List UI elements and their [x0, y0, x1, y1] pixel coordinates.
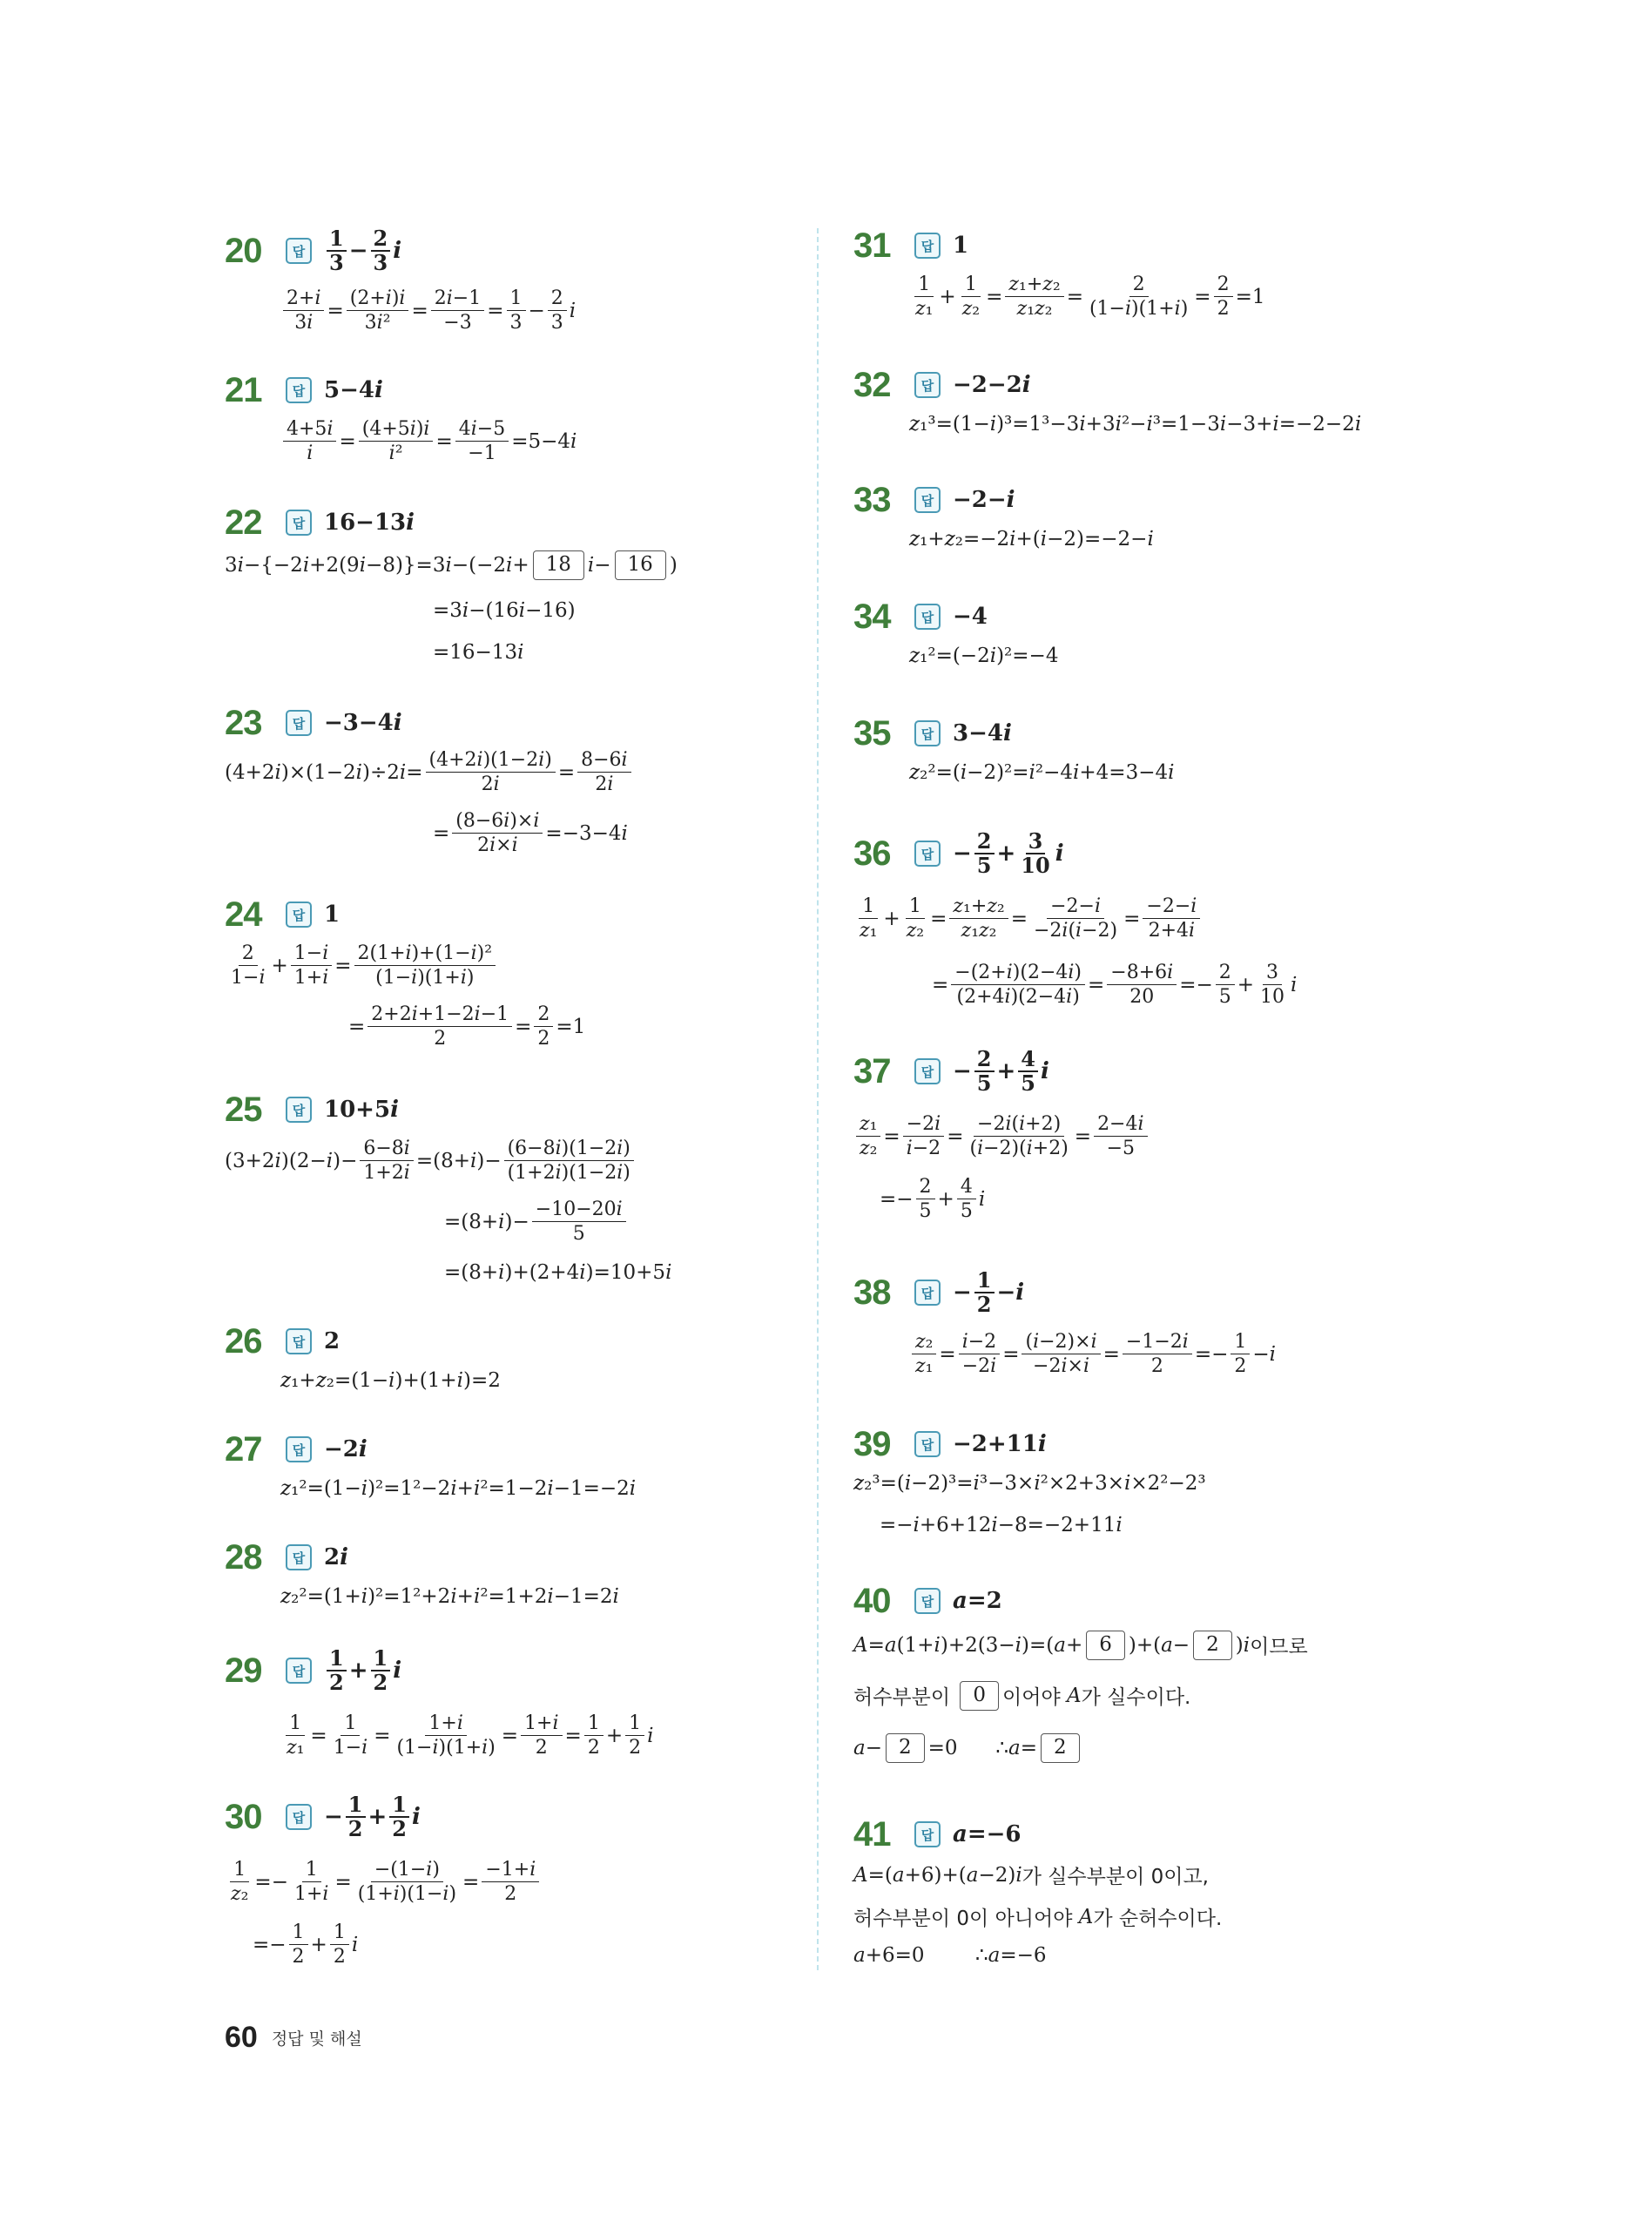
answer: 10+5 i — [324, 1097, 399, 1123]
problem-31 — [853, 221, 968, 270]
problem-number: 21 — [225, 370, 262, 409]
blank-box: 2 — [1193, 1631, 1232, 1660]
blank-box: 2 — [886, 1733, 925, 1763]
solution-line: =16−13 i — [433, 641, 524, 664]
solution-line: $\frac{2}{1-i}$ + $\frac{1-i}{1+i}$ = $\frac{\text{2(1+i)+(1−i)²}}{(1-i)(1+i)}$ — [225, 942, 498, 989]
problem-number: 25 — [225, 1090, 262, 1129]
problem-39 — [853, 1420, 1047, 1469]
problem-number: 31 — [853, 226, 891, 265]
answer-badge: 답 — [286, 1804, 312, 1830]
problem-number: 27 — [225, 1429, 262, 1469]
blank-box: 16 — [615, 550, 666, 580]
answer: 2 i — [324, 1544, 348, 1570]
solution-line: $\frac{4+5i}{i}$ = $\frac{(4+5i)i}{\text{i²}}$ = $\frac{4i-5}{-1}$ =5−4 i — [280, 418, 577, 465]
problem-20 — [225, 226, 401, 275]
problem-36 — [853, 829, 1064, 878]
answer: − 1 2 − i — [953, 1266, 1025, 1317]
solution-line: =− i +6+12 i −8=−2+11 i — [880, 1514, 1123, 1536]
answer-badge: 답 — [914, 1280, 941, 1306]
answer-badge: 답 — [286, 1328, 312, 1354]
answer: −2−2 i — [953, 372, 1031, 398]
problem-number: 39 — [853, 1424, 891, 1463]
solution-line: = $\frac{2+2i+1-2i-1}{2}$ = $\frac{2}{2}$ =1 — [348, 1003, 586, 1050]
answer: 3−4 i — [953, 720, 1012, 746]
problem-25 — [225, 1085, 399, 1134]
solution-line: z ₁²=(−2 i )²=−4 — [909, 645, 1059, 667]
problem-35 — [853, 709, 1012, 758]
answer: − 2 5 + 3 10 i — [953, 827, 1064, 878]
solution-line: = $\frac{-(2+i)(2-4i)}{(2+4i)(2-4i)}$ = $\frac{-8+6i}{20}$ =− $\frac{2}{5}$ + $\frac{3}{10}$ i — [932, 962, 1298, 1009]
problem-37 — [853, 1047, 1049, 1096]
problem-number: 32 — [853, 365, 891, 404]
answer: 1 2 + 1 2 i — [324, 1647, 401, 1695]
problem-24 — [225, 890, 340, 939]
answer: −4 — [953, 604, 988, 630]
answer-badge: 답 — [914, 1431, 941, 1457]
answer-badge: 답 — [286, 1544, 312, 1570]
problem-28 — [225, 1533, 348, 1582]
text: 허수부분이 0이 아니어야 — [853, 1908, 1073, 1930]
problem-23 — [225, 699, 402, 747]
solution-line: A = a (1+ i )+2(3− i )=( a + 6 )+( a − 2 ) i 이므로 — [853, 1631, 1308, 1660]
problem-33 — [853, 476, 1015, 524]
solution-line: 허수부분이 0이 아니어야 A 가 순허수이다. — [853, 1902, 1222, 1931]
problem-number: 37 — [853, 1051, 891, 1091]
solution-line: $\frac{\text{z₂}}{\text{z₁}}$ = $\frac{i-2}{-2i}$ = $\frac{(i-2)\times i}{-2i\times i}$ = $\frac{-1-2i}{2}$ =− $\frac{1}{2}$ − i — [909, 1331, 1276, 1378]
answer: −3−4 i — [324, 710, 402, 736]
problem-number: 30 — [225, 1797, 262, 1836]
solution-line: $\frac{1}{\text{z₂}}$ =− $\frac{1}{1+i}$ = $\frac{-(1-i)}{(1+i)(1-i)}$ = $\frac{-1+i}{2}$ — [225, 1859, 542, 1906]
blank-box: 18 — [533, 550, 584, 580]
problem-number: 41 — [853, 1814, 891, 1854]
blank-box: 0 — [960, 1681, 999, 1711]
problem-32 — [853, 361, 1031, 409]
problem-22 — [225, 498, 415, 547]
solution-line: (3+2 i )(2− i )− $\frac{6-8i}{1+2i}$ =(8+ i )− $\frac{(6-8i)(1-2i)}{(1+2i)(1-2i)}$ — [225, 1138, 637, 1185]
answer-badge: 답 — [914, 604, 941, 630]
solution-line: z ₂²=(1+ i )²=1²+2 i + i ²=1+2 i −1=2 i — [280, 1585, 619, 1608]
solution-line: $\frac{2+i}{3i}$ = $\frac{(2+i)i}{\text{3i²}}$ = $\frac{2i-1}{-3}$ = $\frac{1}{3}$ − $\frac{2}{3}$ i — [280, 287, 576, 334]
problem-26 — [225, 1317, 340, 1366]
solution-line: z ₁+ z ₂=(1− i )+(1+ i )=2 — [280, 1369, 501, 1392]
problem-number: 24 — [225, 895, 262, 934]
answer: 1 3 − 2 3 i — [324, 227, 401, 275]
answer-badge: 답 — [286, 238, 312, 264]
text: 허수부분이 — [853, 1686, 951, 1710]
answer: a =2 — [953, 1588, 1002, 1614]
column-divider — [817, 228, 819, 1970]
problem-number: 29 — [225, 1651, 262, 1690]
solution-line: $\frac{1}{\text{z₁}}$ = $\frac{1}{1-i}$ = $\frac{1+i}{(1-i)(1+i)}$ = $\frac{1+i}{2}$ = $\frac{1}{2}$ + $\frac{1}{2}$ i — [287, 1712, 654, 1759]
solution-line: z ₂³=( i −2)³= i ³−3× i ²×2+3× i ×2²−2³ — [853, 1472, 1206, 1495]
solution-line: =(8+ i )+(2+4 i )=10+5 i — [444, 1261, 672, 1284]
problem-29 — [225, 1646, 401, 1695]
solution-line: z ₁+ z ₂=−2 i +( i −2)=−2− i — [909, 528, 1154, 550]
solution-line: (4+2 i )×(1−2 i )÷2 i = $\frac{(4+2i)(1-2i)}{2i}$ = $\frac{8-6i}{2i}$ — [225, 749, 634, 796]
text: 가 실수부분이 0이고, — [1022, 1866, 1209, 1888]
answer-badge: 답 — [286, 510, 312, 536]
problem-number: 28 — [225, 1537, 262, 1577]
problem-38 — [853, 1268, 1024, 1317]
answer-badge: 답 — [286, 710, 312, 736]
problem-number: 22 — [225, 503, 262, 542]
text: 이어야 — [1002, 1686, 1061, 1710]
answer: − 1 2 + 1 2 i — [324, 1791, 421, 1841]
answer: 1 — [953, 233, 969, 259]
problem-number: 20 — [225, 231, 262, 270]
text: 가 실수이다. — [1081, 1686, 1191, 1710]
solution-line: 3 i −{−2 i +2(9 i −8)}=3 i −(−2 i + 18 i − 16 ) — [225, 550, 678, 580]
answer-badge: 답 — [914, 1588, 941, 1614]
solution-line: =− $\frac{1}{2}$ + $\frac{1}{2}$ i — [253, 1921, 359, 1969]
answer-badge: 답 — [286, 1436, 312, 1462]
problem-number: 34 — [853, 597, 891, 636]
solution-line: z ₂²=( i −2)²= i ²−4 i +4=3−4 i — [909, 761, 1175, 784]
answer-badge: 답 — [286, 1097, 312, 1123]
problem-number: 33 — [853, 480, 891, 519]
solution-line: =3 i −(16 i −16) — [433, 599, 576, 622]
answer-badge: 답 — [914, 1821, 941, 1847]
blank-box: 6 — [1086, 1631, 1125, 1660]
answer-badge: 답 — [286, 902, 312, 928]
answer-badge: 답 — [914, 487, 941, 513]
problem-number: 35 — [853, 713, 891, 753]
blank-box: 2 — [1041, 1733, 1080, 1763]
answer-badge: 답 — [286, 377, 312, 403]
problem-number: 40 — [853, 1581, 891, 1620]
answer: a =−6 — [953, 1821, 1022, 1847]
answer-badge: 답 — [914, 372, 941, 398]
problem-40 — [853, 1577, 1002, 1625]
problem-27 — [225, 1425, 367, 1474]
solution-line: $\frac{1}{\text{z₁}}$ + $\frac{1}{\text{z₂}}$ = $\frac{\text{z₁+z₂}}{\text{z₁z₂}}$ = $\frac{-2-i}{-2i(i-2)}$ = $\frac{-2-i}{2+4i}$ — [853, 895, 1203, 942]
solution-line: =(8+ i )− $\frac{-10-20i}{5}$ — [444, 1199, 629, 1246]
answer: 1 — [324, 902, 341, 928]
solution-line: A =( a +6)+( a −2) i 가 실수부분이 0이고, — [853, 1860, 1209, 1889]
solution-line: $\frac{1}{\text{z₁}}$ + $\frac{1}{\text{z₂}}$ = $\frac{\text{z₁+z₂}}{\text{z₁z₂}}$ = $\frac{2}{(1-i)(1+i)}$ = $\frac{2}{2}$ =1 — [915, 273, 1265, 321]
solution-line: a +6=0 ∴ a =−6 — [853, 1944, 1047, 1967]
solution-line: z ₁²=(1− i )²=1²−2 i + i ²=1−2 i −1=−2 i — [280, 1477, 637, 1500]
answer-badge: 답 — [286, 1658, 312, 1684]
problem-30 — [225, 1793, 421, 1841]
problem-41 — [853, 1810, 1022, 1859]
problem-number: 23 — [225, 703, 262, 742]
text: 이므로 — [1250, 1636, 1308, 1659]
solution-line: z ₁³=(1− i )³=1³−3 i +3 i ²− i ³=1−3 i −3+ i =−2−2 i — [909, 413, 1362, 436]
solution-line: 허수부분이 0 이어야 A 가 실수이다. — [853, 1681, 1190, 1711]
text: 가 순허수이다. — [1093, 1908, 1223, 1930]
answer-badge: 답 — [914, 841, 941, 867]
answer-badge: 답 — [914, 1058, 941, 1084]
problem-number: 36 — [853, 834, 891, 873]
solution-line: =− $\frac{2}{5}$ + $\frac{4}{5}$ i — [880, 1176, 986, 1223]
problem-number: 26 — [225, 1321, 262, 1361]
solution-line: $\frac{\text{z₁}}{\text{z₂}}$ = $\frac{-2i}{i-2}$ = $\frac{-2i(i+2)}{(i-2)(i+2)}$ = $\frac{2-4i}{-5}$ — [853, 1113, 1150, 1160]
answer: −2− i — [953, 487, 1015, 513]
footer-label: 정답 및 해설 — [271, 2029, 362, 2049]
answer: − 2 5 + 4 5 i — [953, 1045, 1049, 1096]
page-number: 60 — [225, 2021, 258, 2054]
answer: −2+11 i — [953, 1431, 1047, 1457]
page-footer — [225, 2021, 362, 2055]
answer: 5−4 i — [324, 377, 383, 403]
answer-badge: 답 — [914, 720, 941, 746]
answer: 16−13 i — [324, 510, 415, 536]
answer-badge: 답 — [914, 233, 941, 259]
answer: −2 i — [324, 1436, 367, 1462]
solution-line: = $\frac{(8-6i)\times i}{2i\times i}$ =−3−4 i — [433, 810, 628, 857]
problem-21 — [225, 366, 383, 415]
problem-number: 38 — [853, 1273, 891, 1312]
answer: 2 — [324, 1328, 341, 1354]
solution-line: a − 2 =0 ∴ a = 2 — [853, 1733, 1083, 1763]
problem-34 — [853, 592, 988, 641]
